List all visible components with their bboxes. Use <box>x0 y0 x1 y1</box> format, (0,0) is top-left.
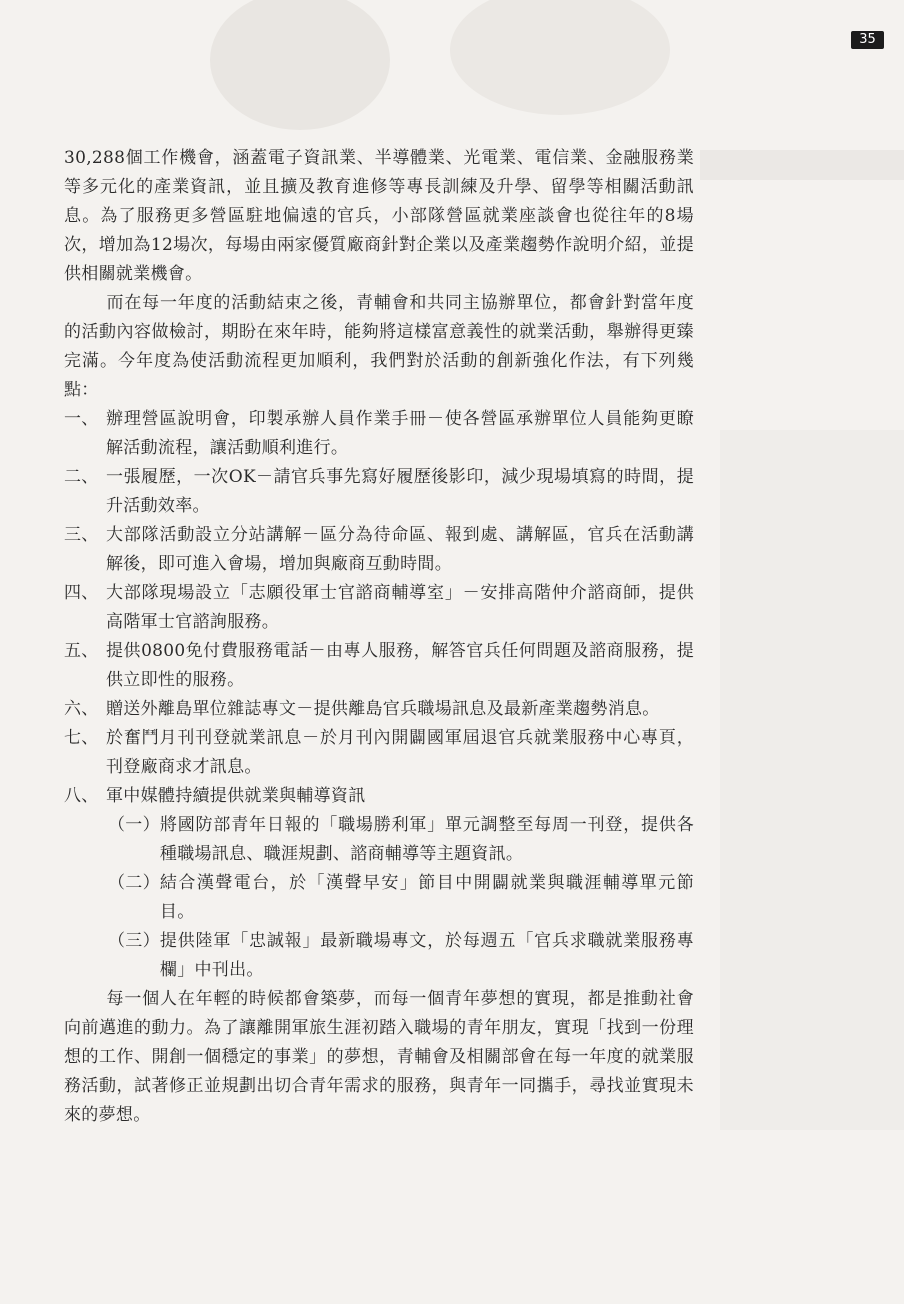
list-item <box>64 405 694 463</box>
list-item-number: 一、 <box>64 409 99 429</box>
list-item-number: 六、 <box>64 699 99 719</box>
sub-list-item <box>64 811 694 869</box>
sub-list-item-number: （一） <box>108 815 160 835</box>
closing-paragraph: 每一個人在年輕的時候都會築夢，而每一個青年夢想的實現，都是推動社會向前邁進的動力。為了讓離開軍旅生涯初踏入職場的青年朋友，實現「找到一份理想的工作、開創一個穩定的事業」的夢想，青輔會及相關部會在每一年度的就業服務活動，試著修正並規劃出切合青年需求的服務，與青年一同攜手，尋找並實現未來的夢想。 <box>64 989 694 1125</box>
sub-list-item-number: （三） <box>108 931 160 951</box>
list-item <box>64 782 694 811</box>
page-number: 35 <box>851 31 884 49</box>
list-item <box>64 463 694 521</box>
review-paragraph: 而在每一年度的活動結束之後，青輔會和共同主協辦單位，都會針對當年度的活動內容做檢討，期盼在來年時，能夠將這樣富意義性的就業活動，舉辦得更臻完滿。今年度為使活動流程更加順利，我們對於活動的創新強化作法，有下列幾點： <box>64 293 694 400</box>
list-item-text: 辦理營區說明會，印製承辦人員作業手冊－使各營區承辦單位人員能夠更瞭解活動流程，讓活動順利進行。 <box>106 409 694 458</box>
sub-list-item-number: （二） <box>108 873 160 893</box>
list-item-number: 四、 <box>64 583 99 603</box>
list-item-number: 二、 <box>64 467 99 487</box>
list-item-text: 大部隊現場設立「志願役軍士官諮商輔導室」－安排高階仲介諮商師，提供高階軍士官諮詢服務。 <box>106 583 694 632</box>
list-item-text: 軍中媒體持續提供就業與輔導資訊 <box>106 786 366 806</box>
list-item-number: 三、 <box>64 525 99 545</box>
sub-list-item-text: 將國防部青年日報的「職場勝利軍」單元調整至每周一刊登，提供各種職場訊息、職涯規劃、諮商輔導等主題資訊。 <box>159 815 694 864</box>
sub-list-item <box>64 927 694 985</box>
list-item <box>64 724 694 782</box>
list-item-text: 大部隊活動設立分站講解－區分為待命區、報到處、講解區，官兵在活動講解後，即可進入會場，增加與廠商互動時間。 <box>106 525 694 574</box>
article-body <box>64 144 694 1130</box>
list-item-text: 一張履歷，一次OK－請官兵事先寫好履歷後影印，減少現場填寫的時間，提升活動效率。 <box>106 467 694 516</box>
list-item-text: 於奮鬥月刊刊登就業訊息－於月刊內開闢國軍屆退官兵就業服務中心專頁，刊登廠商求才訊息。 <box>106 728 694 777</box>
list-item-text: 贈送外離島單位雜誌專文－提供離島官兵職場訊息及最新產業趨勢消息。 <box>106 699 660 719</box>
sub-list-item-text: 結合漢聲電台，於「漢聲早安」節目中開闢就業與職涯輔導單元節目。 <box>159 873 694 922</box>
list-item <box>64 695 694 724</box>
list-item-number: 七、 <box>64 728 99 748</box>
intro-paragraph: 30,288個工作機會，涵蓋電子資訊業、半導體業、光電業、電信業、金融服務業等多元化的產業資訊，並且擴及教育進修等專長訓練及升學、留學等相關活動訊息。為了服務更多營區駐地偏遠的官兵，小部隊營區就業座談會也從往年的8場次，增加為12場次，每場由兩家優質廠商針對企業以及產業趨勢作說明介紹，並提供相關就業機會。 <box>64 148 694 284</box>
sub-list-item <box>64 869 694 927</box>
list-item <box>64 521 694 579</box>
list-item-text: 提供0800免付費服務電話－由專人服務，解答官兵任何問題及諮商服務，提供立即性的服務。 <box>106 641 694 690</box>
list-item-number: 八、 <box>64 786 99 806</box>
list-item <box>64 637 694 695</box>
sub-list-item-text: 提供陸軍「忠誠報」最新職場專文，於每週五「官兵求職就業服務專欄」中刊出。 <box>159 931 694 980</box>
list-item-number: 五、 <box>64 641 99 661</box>
list-item <box>64 579 694 637</box>
